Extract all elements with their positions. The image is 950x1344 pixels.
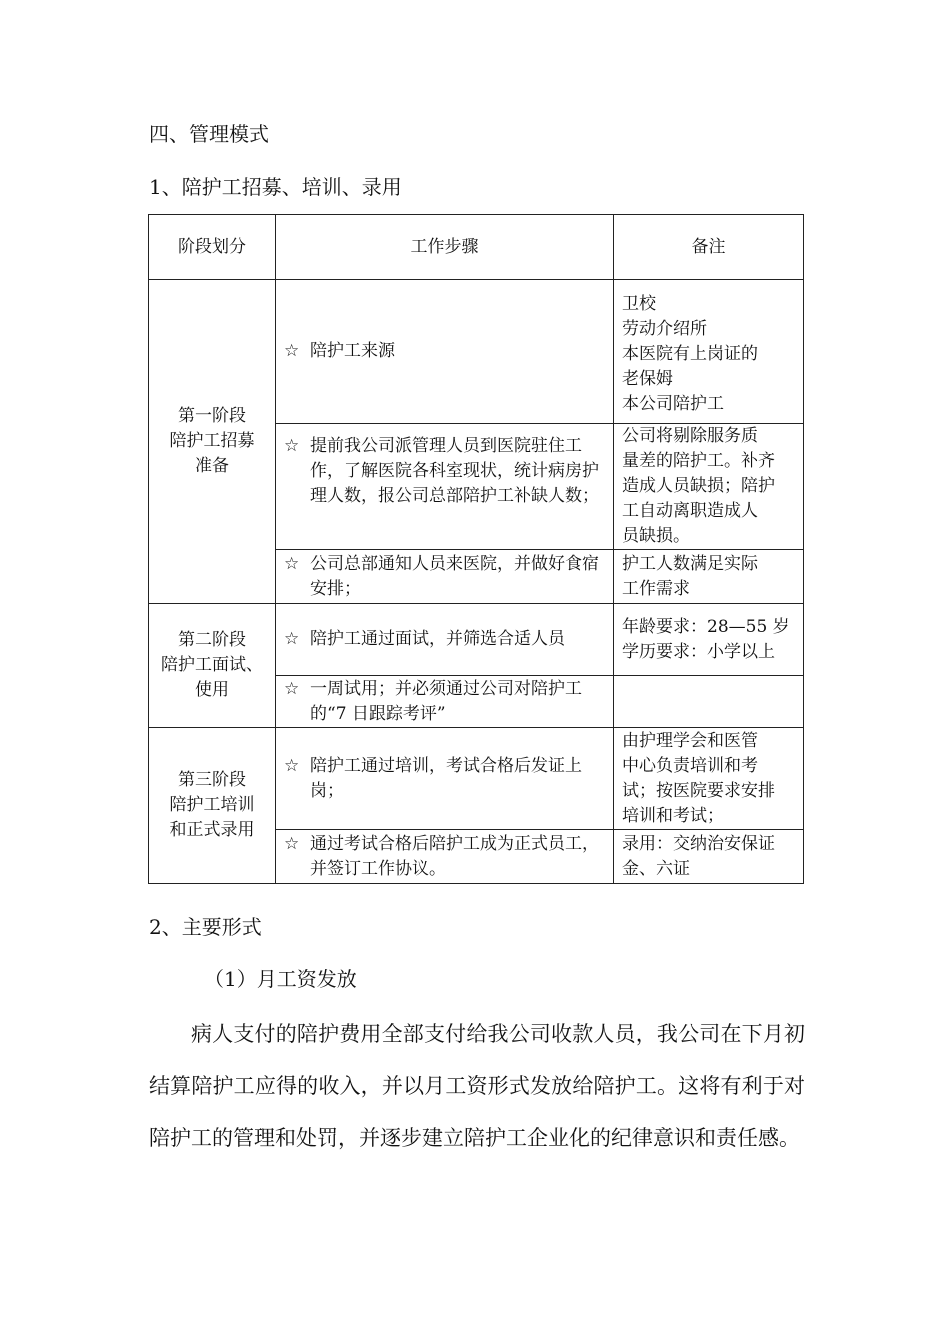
- note-cell-empty: [614, 676, 804, 728]
- note-line: 由护理学会和医管: [622, 730, 758, 751]
- body-paragraph: 病人支付的陪护费用全部支付给我公司收款人员，我公司在下月初结算陪护工应得的收入，并以月工资形式发放给陪护工。这将有利于对陪护工的管理和处罚，并逐步建立陪护工企业化的纪律意识和责任感。: [149, 1022, 805, 1150]
- note-line: 录用：交纳治安保证: [622, 833, 775, 854]
- note-line: 量差的陪护工。补齐: [622, 451, 775, 471]
- step-cell: [276, 676, 614, 728]
- stage-1-line-3: 准备: [195, 456, 229, 476]
- star-icon: ☆: [284, 629, 300, 649]
- note-cell: [614, 550, 804, 604]
- stage-1-line-2: 陪护工招募: [169, 431, 255, 451]
- stage-1-line-1: 第一阶段: [178, 406, 246, 426]
- note-line: 中心负责培训和考: [622, 755, 758, 776]
- note-cell: [614, 604, 804, 676]
- header-steps: 工作步骤: [276, 215, 614, 280]
- header-stage: 阶段划分: [149, 215, 276, 280]
- note-line: 学历要求：小学以上: [622, 641, 775, 662]
- note-cell: [614, 830, 804, 884]
- stage-3-line-1: 第三阶段: [178, 770, 246, 790]
- step-text: 公司总部通知人员来医院，并做好食宿安排；: [310, 553, 599, 599]
- note-line: 试；按医院要求安排: [622, 780, 775, 801]
- star-icon: ☆: [284, 678, 300, 699]
- step-cell: [276, 424, 614, 550]
- step-text: 提前我公司派管理人员到医院驻住工作，了解医院各科室现状，统计病房护理人数，报公司总部陪护工补缺人数；: [310, 436, 599, 506]
- table-row: [149, 280, 804, 424]
- step-cell: [276, 550, 614, 604]
- step-cell: [276, 728, 614, 830]
- note-line: 劳动介绍所: [622, 319, 707, 339]
- note-line: 年龄要求：28—55 岁: [622, 616, 790, 637]
- note-line: 金、六证: [622, 858, 690, 879]
- star-icon: ☆: [284, 755, 300, 776]
- subsubsection-title-salary: （1）月工资发放: [204, 967, 357, 991]
- stage-2-line-3: 使用: [195, 680, 229, 700]
- note-cell: [614, 728, 804, 830]
- star-icon: ☆: [284, 553, 300, 574]
- step-cell: [276, 830, 614, 884]
- table-row: [149, 728, 804, 830]
- note-line: 工作需求: [622, 578, 690, 599]
- note-line: 本公司陪护工: [622, 394, 724, 414]
- star-icon: ☆: [284, 436, 300, 456]
- step-text: 陪护工通过面试，并筛选合适人员: [310, 629, 565, 649]
- step-text: 通过考试合格后陪护工成为正式员工，并签订工作协议。: [310, 833, 599, 879]
- subsection-title-forms: 2、主要形式: [149, 915, 262, 939]
- note-line: 护工人数满足实际: [622, 553, 758, 574]
- note-line: 工自动离职造成人: [622, 501, 758, 521]
- stage-2-line-2: 陪护工面试、: [161, 655, 263, 675]
- note-cell: [614, 424, 804, 550]
- header-notes: 备注: [614, 215, 804, 280]
- note-line: 培训和考试；: [622, 805, 724, 826]
- stage-2-cell: [149, 604, 276, 728]
- step-cell: [276, 604, 614, 676]
- note-line: 本医院有上岗证的: [622, 344, 758, 364]
- stage-3-line-3: 和正式录用: [169, 820, 255, 840]
- stage-1-cell: [149, 280, 276, 604]
- section-title: 四、管理模式: [149, 122, 269, 146]
- subsection-title-recruitment: 1、陪护工招募、培训、录用: [149, 175, 402, 199]
- star-icon: ☆: [284, 341, 300, 361]
- note-cell: [614, 280, 804, 424]
- stage-3-cell: [149, 728, 276, 884]
- note-line: 造成人员缺损；陪护: [622, 476, 775, 496]
- note-line: 公司将剔除服务质: [622, 426, 758, 446]
- star-icon: ☆: [284, 833, 300, 854]
- table-header-row: [149, 215, 804, 280]
- note-line: 员缺损。: [622, 526, 690, 546]
- table-row: [149, 604, 804, 676]
- step-text: 陪护工来源: [310, 341, 395, 361]
- note-line: 卫校: [622, 294, 656, 314]
- stage-plan-table: [148, 214, 804, 884]
- step-text: 陪护工通过培训，考试合格后发证上岗；: [310, 755, 582, 801]
- step-text: 一周试用；并必须通过公司对陪护工的“7 日跟踪考评”: [310, 678, 582, 724]
- note-line: 老保姆: [622, 369, 673, 389]
- stage-3-line-2: 陪护工培训: [169, 795, 255, 815]
- stage-2-line-1: 第二阶段: [178, 630, 246, 650]
- step-cell: [276, 280, 614, 424]
